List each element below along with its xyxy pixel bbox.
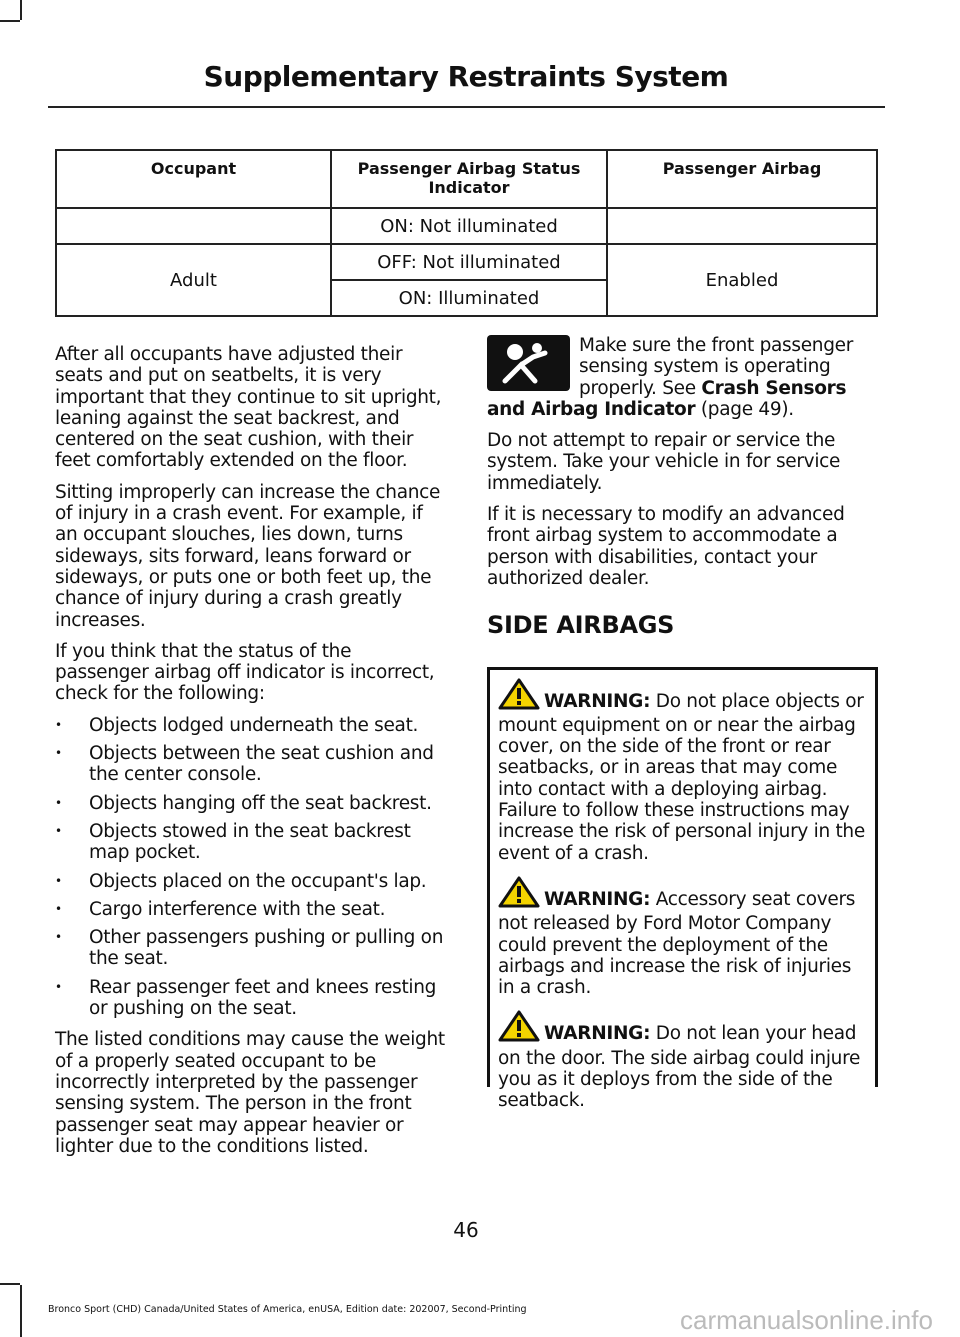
list-item: • Objects between the seat cushion and the center console. (55, 743, 447, 786)
page-title: Supplementary Restraints System (203, 60, 729, 93)
page-number: 46 (453, 1218, 479, 1242)
cell-airbag: Enabled (607, 244, 877, 316)
warning-triangle-icon (498, 1010, 540, 1047)
cell-empty (607, 208, 877, 244)
cell-indicator: OFF: Not illuminated (331, 244, 607, 280)
checklist (55, 715, 447, 1020)
cell-indicator: ON: Illuminated (331, 280, 607, 316)
header-occupant: Occupant (56, 150, 331, 208)
crop-mark (20, 0, 22, 20)
footer-edition: Bronco Sport (CHD) Canada/United States of America, enUSA, Edition date: 202007, Second-Printing (48, 1304, 527, 1315)
list-item: • Objects hanging off the seat backrest. (55, 793, 447, 814)
paragraph: Sitting improperly can increase the chance of injury in a crash event. For example, if an occupant slouches, lies down, turns sideways, sits forward, leans forward or sideways, or puts one or both feet up, the chance of injury during a crash greatly increases. (55, 481, 441, 631)
crop-mark (0, 20, 20, 22)
list-item: • Objects stowed in the seat backrest map pocket. (55, 821, 447, 864)
warning-triangle-icon (498, 876, 540, 913)
paragraph: If you think that the status of the passenger airbag off indicator is incorrect, check for the following: (55, 640, 435, 705)
cell-indicator: ON: Not illuminated (331, 208, 607, 244)
right-column (487, 335, 879, 1112)
header-airbag: Passenger Airbag (607, 150, 877, 208)
list-item: • Cargo interference with the seat. (55, 899, 447, 920)
left-column (55, 344, 447, 1167)
airbag-icon (487, 335, 570, 391)
list-item: • Objects lodged underneath the seat. (55, 715, 447, 736)
cell-empty (56, 208, 331, 244)
paragraph: The listed conditions may cause the weight of a properly seated occupant to be incorrectly interpreted by the passenger sensing system. The person in the front passenger seat may appear heavier or lighter due to the conditions listed. (55, 1029, 445, 1157)
warning: WARNING: Accessory seat covers not released by Ford Motor Company could prevent the deployment of the airbags and increase the risk of injuries in a crash. (498, 876, 869, 998)
paragraph: If it is necessary to modify an advanced front airbag system to accommodate a person with disabilities, contact your authorized dealer. (487, 504, 845, 589)
list-item: • Objects placed on the occupant's lap. (55, 871, 447, 892)
warning-box (487, 667, 878, 1112)
warning-triangle-icon (498, 678, 540, 715)
list-item: • Rear passenger feet and knees resting or pushing on the seat. (55, 977, 447, 1020)
header-rule (48, 106, 885, 108)
crop-mark (20, 1285, 22, 1337)
cell-occupant: Adult (56, 244, 331, 316)
list-item: • Other passengers pushing or pulling on the seat. (55, 927, 447, 970)
crash-sensors-link[interactable]: Crash Sensors and Airbag Indicator (487, 377, 847, 420)
warning: WARNING: Do not place objects or mount equipment on or near the airbag cover, on the side of the front or rear seatbacks, or in areas that may come into contact with a deploying airbag. Failure to follow these instructions may increase the risk of personal injury in the event of a crash. (498, 678, 869, 864)
crop-mark (0, 1283, 20, 1285)
watermark: carmanualsonline.info (680, 1305, 933, 1335)
airbag-status-table (55, 149, 878, 317)
paragraph: Do not attempt to repair or service the system. Take your vehicle in for service immediately. (487, 430, 841, 494)
header-indicator: Passenger Airbag Status Indicator (331, 150, 607, 208)
section-heading: SIDE AIRBAGS (487, 611, 675, 640)
warning: WARNING: Do not lean your head on the door. The side airbag could injure you as it deploys from the side of the seatback. (498, 1010, 869, 1111)
paragraph: After all occupants have adjusted their seats and put on seatbelts, it is very important that they continue to sit upright, leaning against the seat backrest, and centered on the seat cushion, with their feet comfortably extended on the floor. (55, 344, 442, 472)
note: Make sure the front passenger sensing system is operating properly. See Crash Sensors and Airbag Indicator (page 49). (487, 335, 854, 420)
